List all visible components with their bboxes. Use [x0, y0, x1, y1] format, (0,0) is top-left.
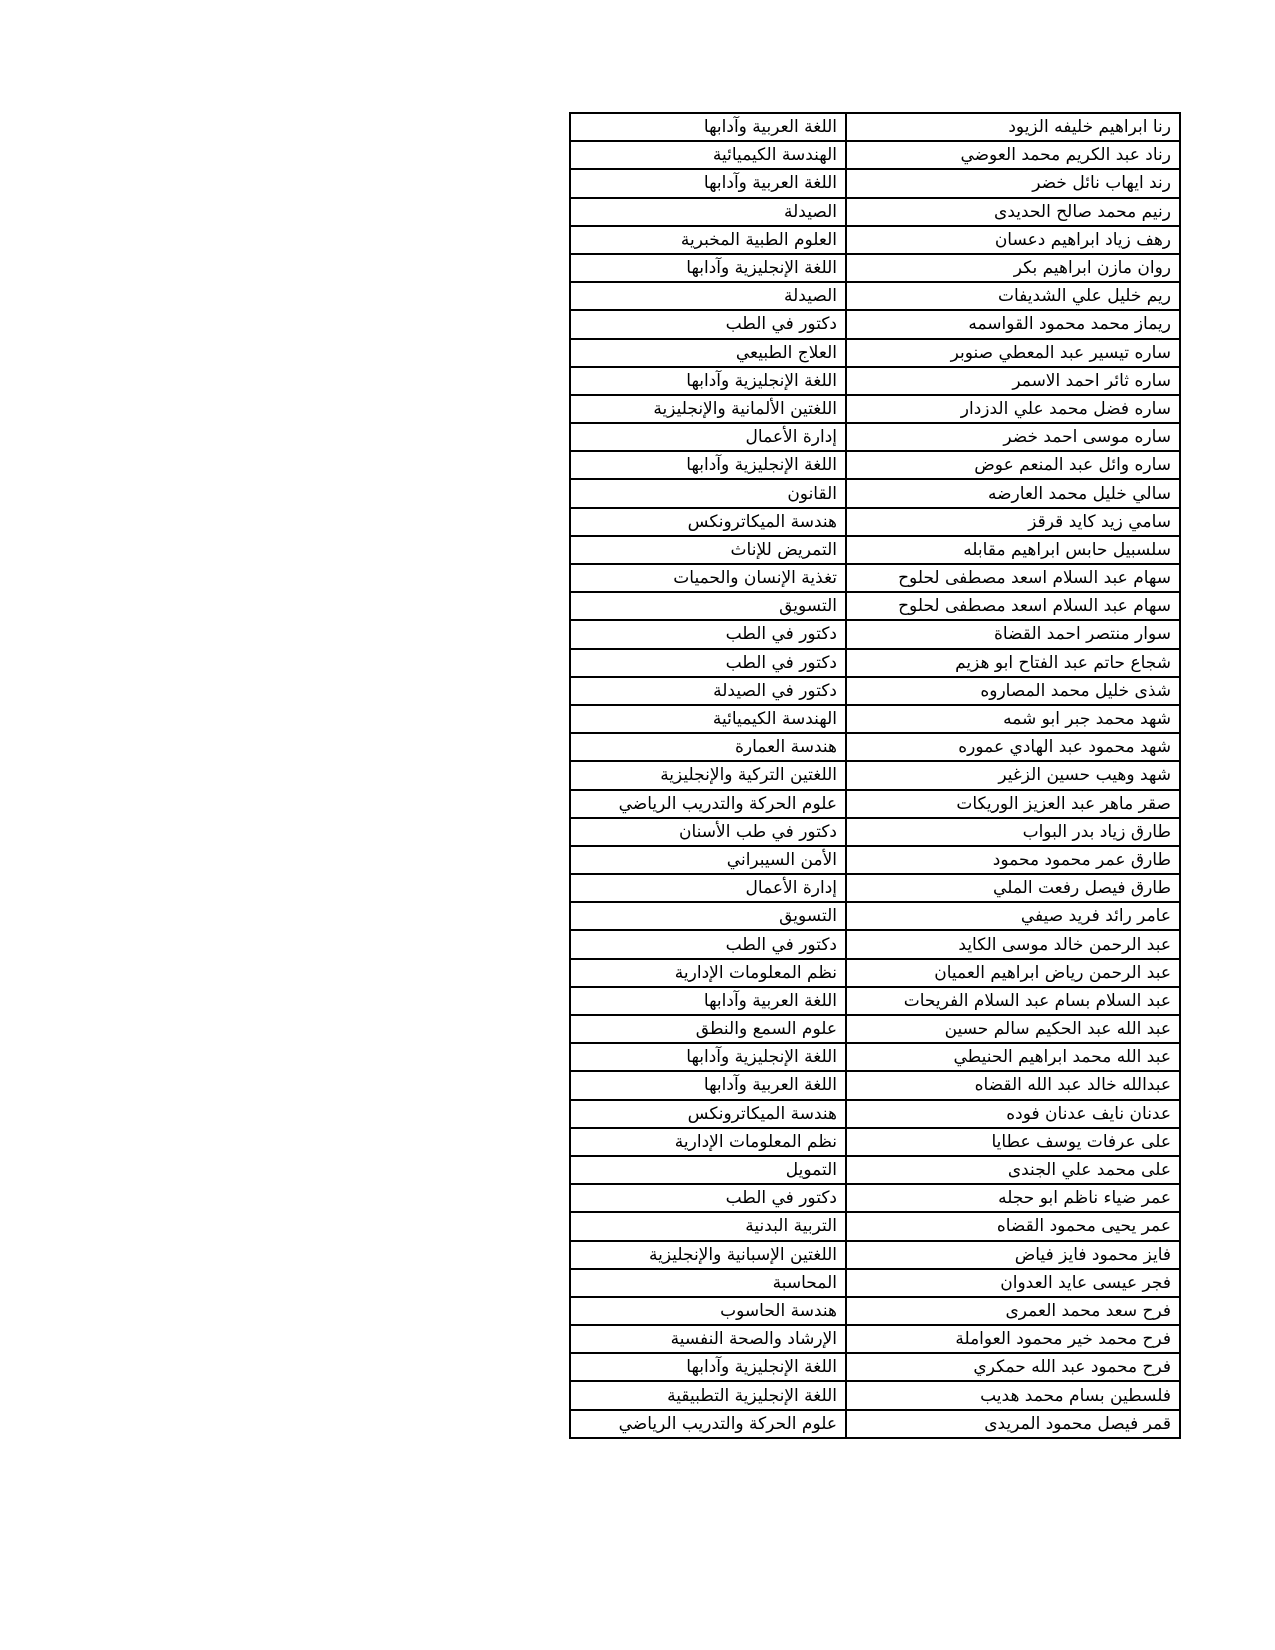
table-row [570, 959, 1180, 987]
major-cell: نظم المعلومات الإدارية [570, 959, 846, 987]
major-cell: إدارة الأعمال [570, 874, 846, 902]
major-cell: اللغة الإنجليزية التطبيقية [570, 1381, 846, 1409]
table-row [570, 536, 1180, 564]
table-row [570, 1156, 1180, 1184]
table-row [570, 1100, 1180, 1128]
student-name-cell: عبد الله محمد ابراهيم الحنيطي [846, 1043, 1180, 1071]
student-name-cell: ساره وائل عبد المنعم عوض [846, 451, 1180, 479]
major-cell: دكتور في الطب [570, 310, 846, 338]
student-name-cell: شهد وهيب حسين الزغير [846, 761, 1180, 789]
student-name-cell: ساره ثائر احمد الاسمر [846, 367, 1180, 395]
table-row [570, 987, 1180, 1015]
major-cell: التمريض للإناث [570, 536, 846, 564]
major-cell: التسويق [570, 592, 846, 620]
table-row [570, 226, 1180, 254]
major-cell: اللغة العربية وآدابها [570, 1071, 846, 1099]
major-cell: دكتور في الطب [570, 930, 846, 958]
student-name-cell: صقر ماهر عبد العزيز الوريكات [846, 790, 1180, 818]
major-cell: اللغة الإنجليزية وآدابها [570, 254, 846, 282]
major-cell: الصيدلة [570, 282, 846, 310]
table-row [570, 790, 1180, 818]
major-cell: هندسة الميكاترونكس [570, 508, 846, 536]
major-cell: دكتور في الطب [570, 620, 846, 648]
table-row [570, 367, 1180, 395]
student-name-cell: فايز محمود فايز فياض [846, 1241, 1180, 1269]
major-cell: القانون [570, 479, 846, 507]
table-row [570, 1241, 1180, 1269]
major-cell: الإرشاد والصحة النفسية [570, 1325, 846, 1353]
table-row [570, 113, 1180, 141]
table-row [570, 874, 1180, 902]
student-name-cell: عبد الرحمن خالد موسى الكايد [846, 930, 1180, 958]
student-name-cell: شهد محمود عبد الهادي عموره [846, 733, 1180, 761]
table-row [570, 1381, 1180, 1409]
major-cell: دكتور في الطب [570, 1184, 846, 1212]
table-row [570, 508, 1180, 536]
table-row [570, 592, 1180, 620]
student-name-cell: ريم خليل علي الشديفات [846, 282, 1180, 310]
student-name-cell: سهام عبد السلام اسعد مصطفى لحلوح [846, 564, 1180, 592]
major-cell: اللغة الإنجليزية وآدابها [570, 367, 846, 395]
student-name-cell: ساره فضل محمد علي الدزدار [846, 395, 1180, 423]
student-name-cell: ساره موسى احمد خضر [846, 423, 1180, 451]
student-name-cell: سهام عبد السلام اسعد مصطفى لحلوح [846, 592, 1180, 620]
major-cell: الصيدلة [570, 198, 846, 226]
major-cell: إدارة الأعمال [570, 423, 846, 451]
student-name-cell: عمر يحيى محمود القضاه [846, 1212, 1180, 1240]
student-name-cell: ريماز محمد محمود القواسمه [846, 310, 1180, 338]
student-name-cell: سلسبيل حابس ابراهيم مقابله [846, 536, 1180, 564]
student-name-cell: سوار منتصر احمد القضاة [846, 620, 1180, 648]
student-name-cell: رناد عبد الكريم محمد العوضي [846, 141, 1180, 169]
table-row [570, 310, 1180, 338]
student-name-cell: شهد محمد جبر ابو شمه [846, 705, 1180, 733]
major-cell: هندسة الميكاترونكس [570, 1100, 846, 1128]
student-name-cell: عبد الرحمن رياض ابراهيم العميان [846, 959, 1180, 987]
student-name-cell: عبدالله خالد عبد الله القضاه [846, 1071, 1180, 1099]
table-row [570, 620, 1180, 648]
student-name-cell: فلسطين بسام محمد هديب [846, 1381, 1180, 1409]
table-row [570, 1353, 1180, 1381]
student-name-cell: سامي زيد كايد قرقز [846, 508, 1180, 536]
table-row [570, 169, 1180, 197]
major-cell: اللغة العربية وآدابها [570, 987, 846, 1015]
table-row [570, 902, 1180, 930]
table-row [570, 198, 1180, 226]
major-cell: اللغة العربية وآدابها [570, 113, 846, 141]
table-row [570, 564, 1180, 592]
student-name-cell: طارق عمر محمود محمود [846, 846, 1180, 874]
table-row [570, 451, 1180, 479]
table-row [570, 282, 1180, 310]
student-name-cell: قمر فيصل محمود المريدى [846, 1410, 1180, 1438]
table-row [570, 1071, 1180, 1099]
student-name-cell: ساره تيسير عبد المعطي صنوبر [846, 339, 1180, 367]
major-cell: العلوم الطبية المخبرية [570, 226, 846, 254]
table-row [570, 1269, 1180, 1297]
student-name-cell: شذى خليل محمد المصاروه [846, 677, 1180, 705]
student-name-cell: عمر ضياء ناظم ابو حجله [846, 1184, 1180, 1212]
student-name-cell: عامر رائد فريد صيفي [846, 902, 1180, 930]
table-row [570, 1410, 1180, 1438]
major-cell: التسويق [570, 902, 846, 930]
major-cell: الهندسة الكيميائية [570, 141, 846, 169]
table-row [570, 1325, 1180, 1353]
student-name-cell: شجاع حاتم عبد الفتاح ابو هزيم [846, 649, 1180, 677]
table-row [570, 649, 1180, 677]
student-name-cell: على عرفات يوسف عطايا [846, 1128, 1180, 1156]
table-row [570, 423, 1180, 451]
major-cell: دكتور في الطب [570, 649, 846, 677]
major-cell: اللغتين الألمانية والإنجليزية [570, 395, 846, 423]
table-row [570, 846, 1180, 874]
table-row [570, 339, 1180, 367]
table-row [570, 818, 1180, 846]
table-row [570, 1184, 1180, 1212]
table-row [570, 761, 1180, 789]
table-row [570, 1212, 1180, 1240]
major-cell: نظم المعلومات الإدارية [570, 1128, 846, 1156]
table-row [570, 1015, 1180, 1043]
major-cell: اللغتين الإسبانية والإنجليزية [570, 1241, 846, 1269]
table-row [570, 930, 1180, 958]
table-row [570, 1128, 1180, 1156]
table-row [570, 733, 1180, 761]
major-cell: علوم السمع والنطق [570, 1015, 846, 1043]
table-body [570, 113, 1180, 1438]
student-name-cell: عبد الله عبد الحكيم سالم حسين [846, 1015, 1180, 1043]
major-cell: المحاسبة [570, 1269, 846, 1297]
student-name-cell: رنيم محمد صالح الحديدى [846, 198, 1180, 226]
major-cell: الأمن السيبراني [570, 846, 846, 874]
table-row [570, 1043, 1180, 1071]
table-row [570, 1297, 1180, 1325]
student-table [569, 112, 1181, 1439]
major-cell: اللغة الإنجليزية وآدابها [570, 1353, 846, 1381]
student-name-cell: عدنان نايف عدنان فوده [846, 1100, 1180, 1128]
table-row [570, 705, 1180, 733]
student-name-cell: عبد السلام بسام عبد السلام الفريحات [846, 987, 1180, 1015]
major-cell: التمويل [570, 1156, 846, 1184]
major-cell: علوم الحركة والتدريب الرياضي [570, 790, 846, 818]
major-cell: التربية البدنية [570, 1212, 846, 1240]
major-cell: اللغة العربية وآدابها [570, 169, 846, 197]
student-name-cell: فرح سعد محمد العمرى [846, 1297, 1180, 1325]
major-cell: اللغة الإنجليزية وآدابها [570, 451, 846, 479]
student-name-cell: سالي خليل محمد العارضه [846, 479, 1180, 507]
major-cell: علوم الحركة والتدريب الرياضي [570, 1410, 846, 1438]
major-cell: تغذية الإنسان والحميات [570, 564, 846, 592]
student-name-cell: طارق زياد بدر البواب [846, 818, 1180, 846]
table-row [570, 677, 1180, 705]
student-name-cell: فجر عيسى عايد العدوان [846, 1269, 1180, 1297]
table-row [570, 395, 1180, 423]
major-cell: دكتور في طب الأسنان [570, 818, 846, 846]
table-row [570, 254, 1180, 282]
table-row [570, 479, 1180, 507]
major-cell: العلاج الطبيعي [570, 339, 846, 367]
major-cell: هندسة الحاسوب [570, 1297, 846, 1325]
major-cell: دكتور في الصيدلة [570, 677, 846, 705]
student-name-cell: طارق فيصل رفعت الملي [846, 874, 1180, 902]
student-name-cell: فرح محمد خير محمود العواملة [846, 1325, 1180, 1353]
student-name-cell: رند ايهاب نائل خضر [846, 169, 1180, 197]
student-name-cell: على محمد علي الجندى [846, 1156, 1180, 1184]
student-name-cell: فرح محمود عبد الله حمكري [846, 1353, 1180, 1381]
student-name-cell: رنا ابراهيم خليفه الزيود [846, 113, 1180, 141]
major-cell: هندسة العمارة [570, 733, 846, 761]
student-name-cell: روان مازن ابراهيم بكر [846, 254, 1180, 282]
student-name-cell: رهف زياد ابراهيم دعسان [846, 226, 1180, 254]
table-row [570, 141, 1180, 169]
major-cell: اللغة الإنجليزية وآدابها [570, 1043, 846, 1071]
major-cell: اللغتين التركية والإنجليزية [570, 761, 846, 789]
major-cell: الهندسة الكيميائية [570, 705, 846, 733]
